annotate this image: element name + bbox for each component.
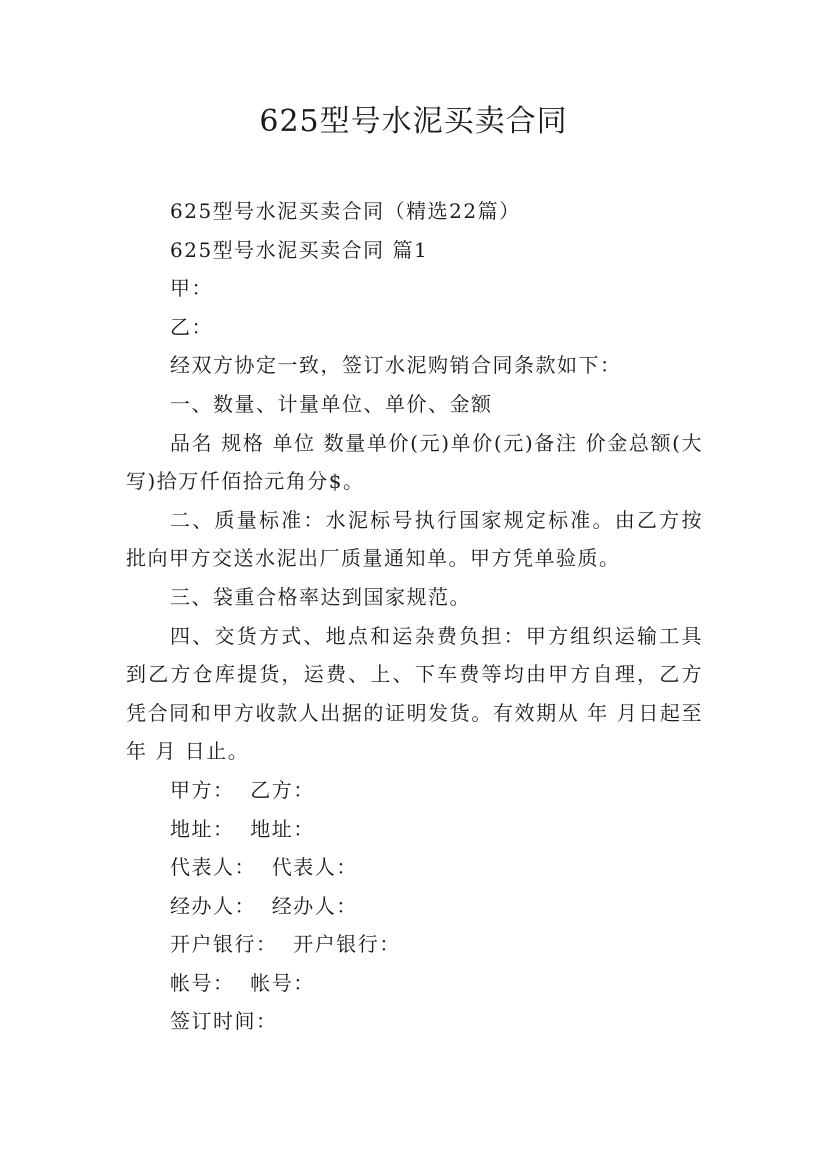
paragraph-representative: 代表人： 代表人： [170,855,358,880]
document-title: 625型号水泥买卖合同 [259,104,568,139]
paragraph-bank: 开户银行： 开户银行： [170,932,401,957]
paragraph-clause-4: 四、交货方式、地点和运杂费负担：甲方组织运输工具到乙方仓库提货，运费、上、下车费等均由甲方自理，乙方凭合同和甲方收款人出据的证明发货。有效期从 年 月日起至 年 月 日止。 [126,623,711,764]
paragraph-handler: 经办人： 经办人： [170,893,358,918]
paragraph-clause-1: 一、数量、计量单位、单价、金额 [170,391,493,416]
paragraph-section-heading: 625型号水泥买卖合同 篇1 [170,237,429,262]
document-body [126,192,711,1041]
paragraph-subtitle: 625型号水泥买卖合同（精选22篇） [170,199,521,223]
paragraph-party-b: 乙： [170,314,213,339]
paragraph-clause-1-detail: 品名 规格 单位 数量单价(元)单价(元)备注 价金总额(大写)拾万仟佰拾元角分$。 [126,430,703,494]
paragraph-clause-3: 三、袋重合格率达到国家规范。 [170,584,471,609]
paragraph-signature-parties: 甲方： 乙方： [170,777,315,802]
paragraph-account: 帐号： 帐号： [170,970,315,995]
paragraph-intro: 经双方协定一致，签订水泥购销合同条款如下： [170,353,622,378]
paragraph-signing-date: 签订时间： [170,1009,278,1034]
paragraph-party-a: 甲： [170,276,213,301]
paragraph-clause-2: 二、质量标准：水泥标号执行国家规定标准。由乙方按批向甲方交送水泥出厂质量通知单。甲方凭单验质。 [126,507,703,571]
paragraph-address: 地址： 地址： [170,816,315,841]
